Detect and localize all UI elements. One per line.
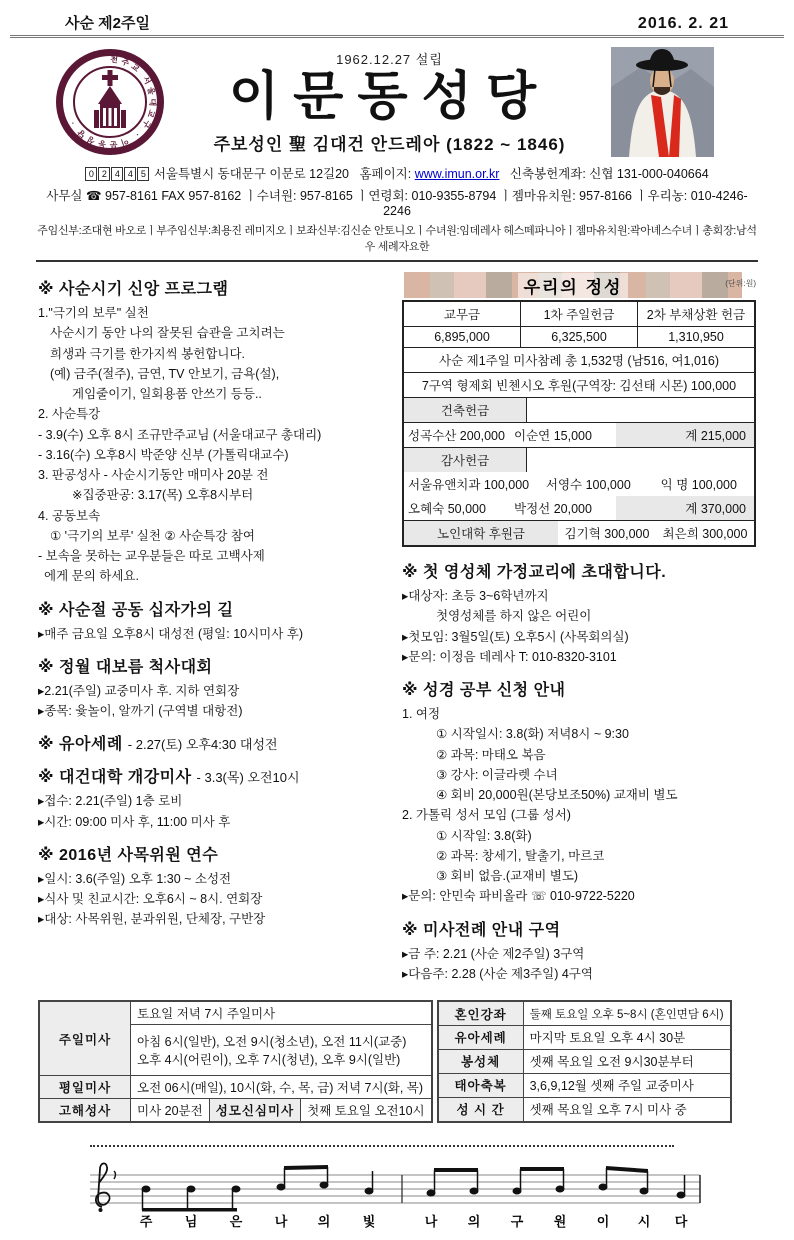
empty-cell	[527, 398, 754, 422]
treble-clef-icon	[96, 1163, 110, 1212]
postal-digit: 4	[111, 167, 123, 181]
mass-line: 아침 6시(일반), 오전 9시(청소년), 오전 11시(교중)	[137, 1035, 407, 1049]
col-value: 6,895,000	[434, 330, 490, 344]
section-bible-study	[402, 677, 756, 907]
address-line	[36, 164, 758, 182]
lyric-syllable: 이	[596, 1214, 610, 1229]
support-row	[404, 372, 754, 397]
hymn-staff	[84, 1153, 794, 1240]
bulletin-date: 2016. 2. 21	[637, 15, 729, 32]
text-line: 3. 판공성사 - 사순시기동안 매미사 20분 전	[38, 468, 269, 482]
text-line: ▸첫모임: 3월5일(토) 오후5시 (사목회의실)	[402, 629, 629, 644]
text-line: - 3.9(수) 오후 8시 조규만주교님 (서울대교구 총대리)	[38, 427, 322, 442]
thanks-entries-row-1	[404, 472, 754, 496]
lyric-syllable: 의	[467, 1214, 481, 1229]
mass-cell: 토요일 저녁 7시 주일미사	[131, 1001, 432, 1025]
heading-text: ※ 대건대학 개강미사	[38, 769, 192, 787]
heading-suffix: - 3.3(목) 오전10시	[196, 770, 300, 786]
postal-digit: 2	[98, 167, 110, 181]
text-line: 첫영성체를 하지 않은 어린이	[436, 609, 592, 624]
text-line: ① 시작일: 3.8(화)	[436, 828, 532, 843]
text-line: 사순시기 동안 나의 잘못된 습관을 고치려는	[50, 326, 285, 341]
text-line: 1. 여정	[402, 707, 441, 721]
building-label-row	[404, 397, 754, 422]
left-column	[38, 268, 388, 994]
senior-row	[404, 520, 754, 545]
street-address: 서울특별시 동대문구 이문로 12길20	[153, 167, 350, 181]
text-line: ④ 회비 20,000원(본당보조50%) 교재비 별도	[436, 788, 678, 802]
donor-entry: 이순연 15,000	[514, 429, 592, 443]
section-heading: ※ 사순절 공동 십자가의 길	[38, 601, 234, 619]
col-value: 6,325,500	[520, 327, 637, 347]
text-line: ② 과목: 창세기, 탈출기, 마르코	[436, 848, 605, 863]
liturgical-season: 사순 제2주일	[65, 15, 150, 32]
text-line: 게임줄이기, 일회용품 안쓰기 등등..	[72, 387, 262, 401]
offering-header-row	[404, 302, 754, 326]
postal-digit: 5	[137, 167, 149, 181]
lyric-syllable: 님	[184, 1214, 198, 1229]
offering-unit-note: (단위:원)	[725, 279, 756, 288]
attendance-row	[404, 347, 754, 372]
mass-cell: 미사 20분전	[131, 1099, 210, 1123]
donor-entry: 박정선 20,000	[514, 502, 592, 516]
music-staff-icon	[84, 1153, 714, 1235]
mass-row-label: 평일미사	[39, 1076, 131, 1099]
section-stations-of-cross	[38, 597, 388, 644]
schedule-row-label: 혼인강좌	[438, 1001, 524, 1026]
schedule-row-label: 성 시 간	[438, 1097, 524, 1122]
mass-line: 오후 4시(어린이), 오후 7시(청년), 오후 9시(일반)	[137, 1053, 401, 1067]
text-line: 1."극기의 보루" 실천	[38, 306, 149, 320]
text-line: - 보속을 못하는 교우분들은 따로 고백사제	[38, 549, 265, 563]
section-first-communion	[402, 559, 756, 667]
lyric-syllable: 주	[139, 1214, 153, 1229]
donation-account: 신축봉헌계좌: 신협 131-000-040664	[509, 167, 709, 181]
text-line: ▸식사 및 친교시간: 오후6시 ~ 8시. 연회장	[38, 892, 263, 906]
top-bar	[10, 12, 784, 38]
bulletin-page	[0, 12, 794, 1229]
thanks-label: 감사헌금	[404, 448, 527, 472]
text-line: ▸문의: 안민숙 파비올라 ☏ 010-9722-5220	[402, 889, 635, 904]
lyric-syllable: 의	[317, 1214, 331, 1229]
text-line: ▸종목: 윷놀이, 알까기 (구역별 대항전)	[38, 704, 243, 718]
building-entries-row	[404, 422, 754, 447]
text-line: ① '극기의 보루' 실천 ② 사순특강 참여	[50, 528, 255, 543]
text-line: 에게 문의 하세요.	[44, 569, 139, 584]
sacrament-schedule-table	[437, 1000, 732, 1123]
empty-cell	[527, 448, 754, 472]
building-total: 계 215,000	[616, 423, 754, 447]
schedule-row-label: 유아세례	[438, 1026, 524, 1050]
schedule-cell: 셋째 목요일 오전 9시30분부터	[523, 1049, 730, 1073]
patron-saint-line: 주보성인 聖 김대건 안드레아 (1822 ~ 1846)	[213, 135, 566, 155]
mass-row-label: 성모신심미사	[209, 1099, 300, 1123]
lyric-syllable: 은	[229, 1214, 243, 1229]
postal-code	[85, 167, 150, 181]
phone-line: 사무실 ☎ 957-8161 FAX 957-8162 ㅣ수녀원: 957-8165 ㅣ연령회: 010-9355-8794 ㅣ젬마유치원: 957-8166 ㅣ우리농: 010-4246-2246	[46, 189, 748, 218]
lyric-syllable: 다	[674, 1214, 688, 1229]
postal-digit: 4	[124, 167, 136, 181]
lyric-syllable: 나	[424, 1214, 438, 1229]
section-heading: ※ 2016년 사목위원 연수	[38, 846, 219, 864]
section-heading: ※ 성경 공부 신청 안내	[402, 682, 566, 699]
section-yut-contest	[38, 654, 388, 722]
section-lent-program	[38, 276, 388, 587]
mass-row-label: 고해성사	[39, 1099, 131, 1123]
section-heading	[38, 731, 388, 754]
col-value: 1,310,950	[637, 327, 754, 347]
donor-entry: 김기혁 300,000	[564, 527, 650, 541]
offering-table	[402, 300, 756, 547]
parish-logo-icon	[52, 46, 168, 158]
text-line: ▸금 주: 2.21 (사순 제2주일) 3구역	[402, 946, 585, 961]
logo-ring-text: 천주교 서울대교구 · 이문동성당 ·	[66, 54, 158, 150]
text-line: ③ 강사: 이글라렛 수녀	[436, 767, 558, 782]
patron-portrait	[611, 47, 714, 157]
section-heading: ※ 미사전례 안내 구역	[402, 921, 561, 939]
schedule-row-label: 봉성체	[438, 1049, 524, 1073]
mass-row-label: 주일미사	[39, 1001, 131, 1076]
donor-entry: 서영수 100,000	[545, 478, 631, 492]
section-heading: ※ 정월 대보름 척사대회	[38, 658, 213, 676]
text-line: ▸다음주: 2.28 (사순 제3주일) 4구역	[402, 966, 593, 981]
lyric-syllable: 원	[553, 1214, 567, 1229]
patron-portrait-icon	[611, 47, 714, 157]
text-line: ▸시간: 09:00 미사 후, 11:00 미사 후	[38, 814, 231, 829]
senior-label: 노인대학 후원금	[404, 521, 558, 545]
donor-entry: 오혜숙 50,000	[408, 502, 486, 516]
lyric-syllable: 구	[510, 1214, 524, 1229]
section-heading	[38, 764, 388, 787]
lyric-syllable: 시	[637, 1214, 651, 1229]
church-title: 이문동성당	[228, 67, 551, 126]
mass-cell: 첫째 토요일 오전10시	[301, 1099, 432, 1123]
text-line: ▸대상자: 초등 3~6학년까지	[402, 589, 549, 603]
masthead-center	[168, 49, 611, 156]
text-line: 4. 공동보속	[38, 508, 101, 523]
schedule-cell: 둘째 토요일 오후 5~8시 (혼인면담 6시)	[523, 1001, 730, 1026]
bottom-tables	[0, 994, 794, 1123]
homepage-label: 홈페이지:	[359, 167, 412, 181]
text-line: (예) 금주(절주), 금연, TV 안보기, 금욕(설),	[50, 366, 280, 381]
text-line: ▸문의: 이정음 데레사 T: 010-8320-3101	[402, 649, 617, 664]
col-header: 1차 주일헌금	[520, 302, 637, 326]
text-line: - 3.16(수) 오후8시 박준양 신부 (가톨릭대교수)	[38, 447, 289, 462]
mass-cell: 오전 06시(매일), 10시(화, 수, 목, 금) 저녁 7시(화, 목)	[131, 1076, 432, 1099]
section-pastoral-training	[38, 842, 388, 930]
text-line: ▸대상: 사목위원, 분과위원, 단체장, 구반장	[38, 912, 266, 927]
text-line: ② 과목: 마태오 복음	[436, 747, 546, 762]
donor-entry: 최은희 300,000	[662, 527, 748, 541]
thanks-entries-row-2	[404, 496, 754, 520]
postal-digit: 0	[85, 167, 97, 181]
mass-times-table	[38, 1000, 433, 1123]
col-header: 교무금	[443, 308, 481, 322]
founded-date: 1962.12.27 설립	[336, 51, 443, 67]
thanks-label-row	[404, 447, 754, 472]
donor-entry: 익 명 100,000	[660, 478, 737, 492]
text-line: ▸접수: 2.21(주일) 1층 로비	[38, 794, 183, 809]
contact-block	[36, 164, 758, 262]
schedule-cell: 3,6,9,12월 셋째 주일 교중미사	[523, 1073, 730, 1097]
text-line: ▸매주 금요일 오후8시 대성전 (평일: 10시미사 후)	[38, 626, 304, 641]
schedule-row-label: 태아축복	[438, 1073, 524, 1097]
attendance-text: 사순 제1주일 미사참례 총 1,532명 (남516, 여1,016)	[439, 354, 719, 368]
schedule-cell: 마지막 토요일 오후 4시 30분	[523, 1026, 730, 1050]
section-heading: ※ 첫 영성체 가정교리에 초대합니다.	[402, 564, 667, 581]
section-daegun-college	[38, 764, 388, 832]
donor-entry: 서울유앤치과 100,000	[408, 478, 530, 492]
text-line: ▸2.21(주일) 교중미사 후. 지하 연회장	[38, 683, 240, 698]
dotted-divider	[90, 1145, 674, 1147]
donor-entry: 성곡수산 200,000	[408, 429, 505, 443]
mass-cell	[131, 1025, 432, 1076]
section-heading: ※ 사순시기 신앙 프로그램	[38, 281, 229, 298]
schedule-cell: 셋째 목요일 오후 7시 미사 중	[523, 1097, 730, 1122]
text-line: ▸일시: 3.6(주일) 오후 1:30 ~ 소성전	[38, 871, 232, 886]
heading-text: ※ 유아세례	[38, 736, 123, 754]
clergy-line: 주임신부:조대현 바오로ㅣ부주임신부:최용진 레미지오ㅣ보좌신부:김신순 안토니오ㅣ수녀원:임데레사 헤스떼파니아ㅣ젬마유치원:곽아녜스수녀ㅣ총회장:남석우 세례자요한	[37, 225, 757, 253]
offering-banner	[404, 272, 756, 298]
section-infant-baptism	[38, 731, 388, 754]
col-header: 2차 부채상환 헌금	[637, 302, 754, 326]
text-line: ③ 회비 없음.(교재비 별도)	[436, 869, 579, 883]
masthead	[0, 38, 794, 162]
parish-logo	[52, 46, 168, 158]
text-line: ※집중판공: 3.17(목) 오후8시부터	[72, 488, 254, 503]
heading-suffix: - 2.27(토) 오후4:30 대성전	[127, 737, 278, 753]
main-content	[0, 262, 794, 994]
offering-value-row	[404, 326, 754, 347]
homepage-link[interactable]: www.imun.or.kr	[414, 167, 500, 181]
lyric-syllable: 나	[274, 1214, 288, 1229]
right-column	[402, 268, 756, 994]
text-line: 2. 가톨릭 성서 모임 (그룹 성서)	[402, 808, 571, 823]
section-liturgy-districts	[402, 917, 756, 985]
thanks-total: 계 370,000	[616, 496, 754, 520]
support-text: 7구역 형제회 빈첸시오 후원(구역장: 김선태 시몬) 100,000	[421, 379, 737, 393]
building-label: 건축헌금	[404, 398, 527, 422]
text-line: ① 시작일시: 3.8(화) 저녁8시 ~ 9:30	[436, 727, 629, 742]
lyric-syllable: 빛	[362, 1214, 376, 1229]
text-line: 희생과 극기를 한가지씩 봉헌합니다.	[50, 346, 246, 361]
text-line: 2. 사순특강	[38, 407, 101, 422]
offering-banner-title: 우리의 정성	[518, 273, 629, 298]
